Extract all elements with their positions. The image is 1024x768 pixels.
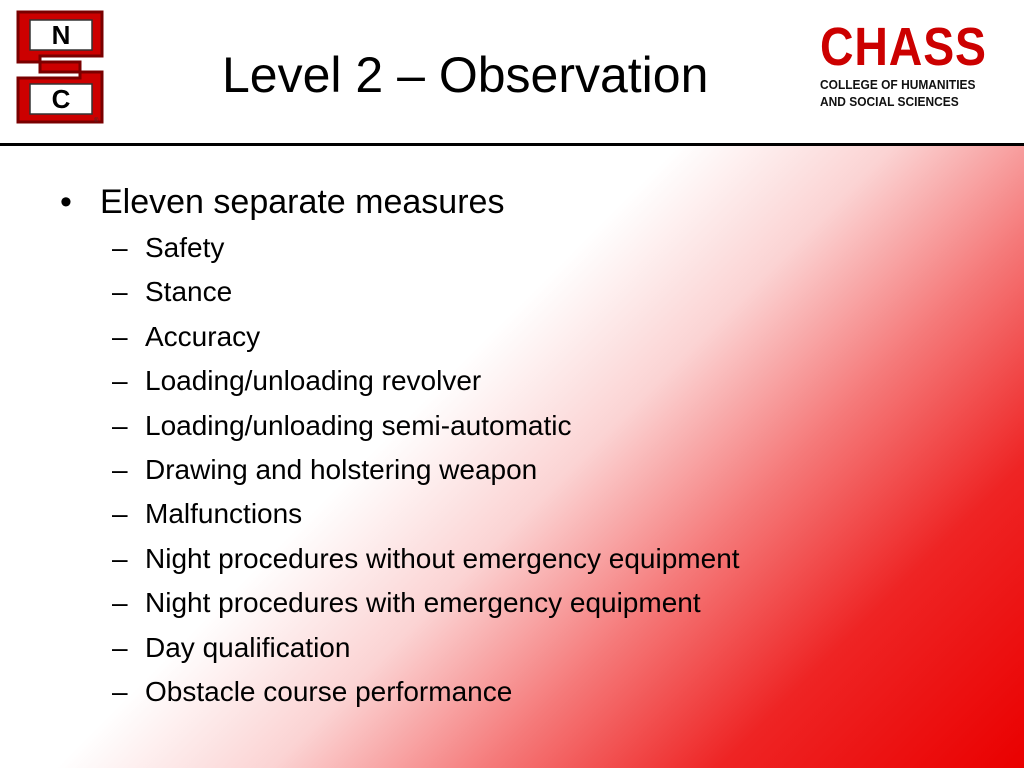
list-item-text: Stance (145, 276, 233, 308)
dash-bullet-icon: – (112, 675, 128, 707)
bullet-dot-icon: • (60, 183, 72, 221)
list-item-text: Obstacle course performance (145, 675, 513, 707)
list-item-text: Accuracy (145, 320, 261, 352)
list-item-text: Safety (145, 232, 225, 263)
list-item (60, 626, 1000, 670)
measures-list (60, 226, 1000, 714)
list-item-text: Malfunctions (145, 498, 303, 530)
list-item-text: Day qualification (145, 631, 351, 663)
dash-bullet-icon: – (112, 453, 128, 485)
chass-subtitle-line-2: AND SOCIAL SCIENCES (820, 94, 959, 109)
bullet-item (60, 178, 1000, 226)
list-item-text: Night procedures without emergency equipment (145, 542, 740, 574)
header-divider (0, 143, 1024, 146)
dash-bullet-icon: – (112, 542, 128, 574)
page-title: Level 2 – Observation (222, 47, 709, 103)
dash-bullet-icon: – (112, 498, 128, 530)
trademark-mark: ® (94, 118, 99, 124)
list-item (60, 581, 1000, 625)
chass-wordmark: CHASS (820, 17, 987, 77)
dash-bullet-icon: – (112, 631, 128, 663)
list-item (60, 492, 1000, 536)
dash-bullet-icon: – (112, 276, 128, 308)
list-item-text: Night procedures with emergency equipment (145, 587, 701, 619)
list-item-text: Loading/unloading semi-automatic (145, 409, 572, 441)
chass-subtitle-line-1: COLLEGE OF HUMANITIES (820, 77, 976, 92)
dash-bullet-icon: – (112, 409, 128, 441)
list-item-text: Loading/unloading revolver (145, 365, 482, 397)
dash-bullet-icon: – (112, 232, 128, 263)
list-item (60, 226, 1000, 270)
list-item (60, 404, 1000, 448)
list-item-text: Drawing and holstering weapon (145, 453, 538, 485)
nc-state-logo (10, 8, 110, 126)
slide-body (60, 178, 1000, 714)
list-item (60, 537, 1000, 581)
list-item (60, 270, 1000, 314)
list-item (60, 315, 1000, 359)
list-item (60, 448, 1000, 492)
logo-letter-n: N (51, 20, 71, 50)
bullet-text: Eleven separate measures (100, 183, 505, 221)
dash-bullet-icon: – (112, 587, 128, 619)
chass-logo (820, 18, 1012, 110)
list-item (60, 359, 1000, 403)
logo-letter-c: C (51, 84, 71, 114)
list-item (60, 670, 1000, 714)
dash-bullet-icon: – (112, 320, 128, 352)
slide-header (0, 0, 1024, 144)
dash-bullet-icon: – (112, 365, 128, 397)
